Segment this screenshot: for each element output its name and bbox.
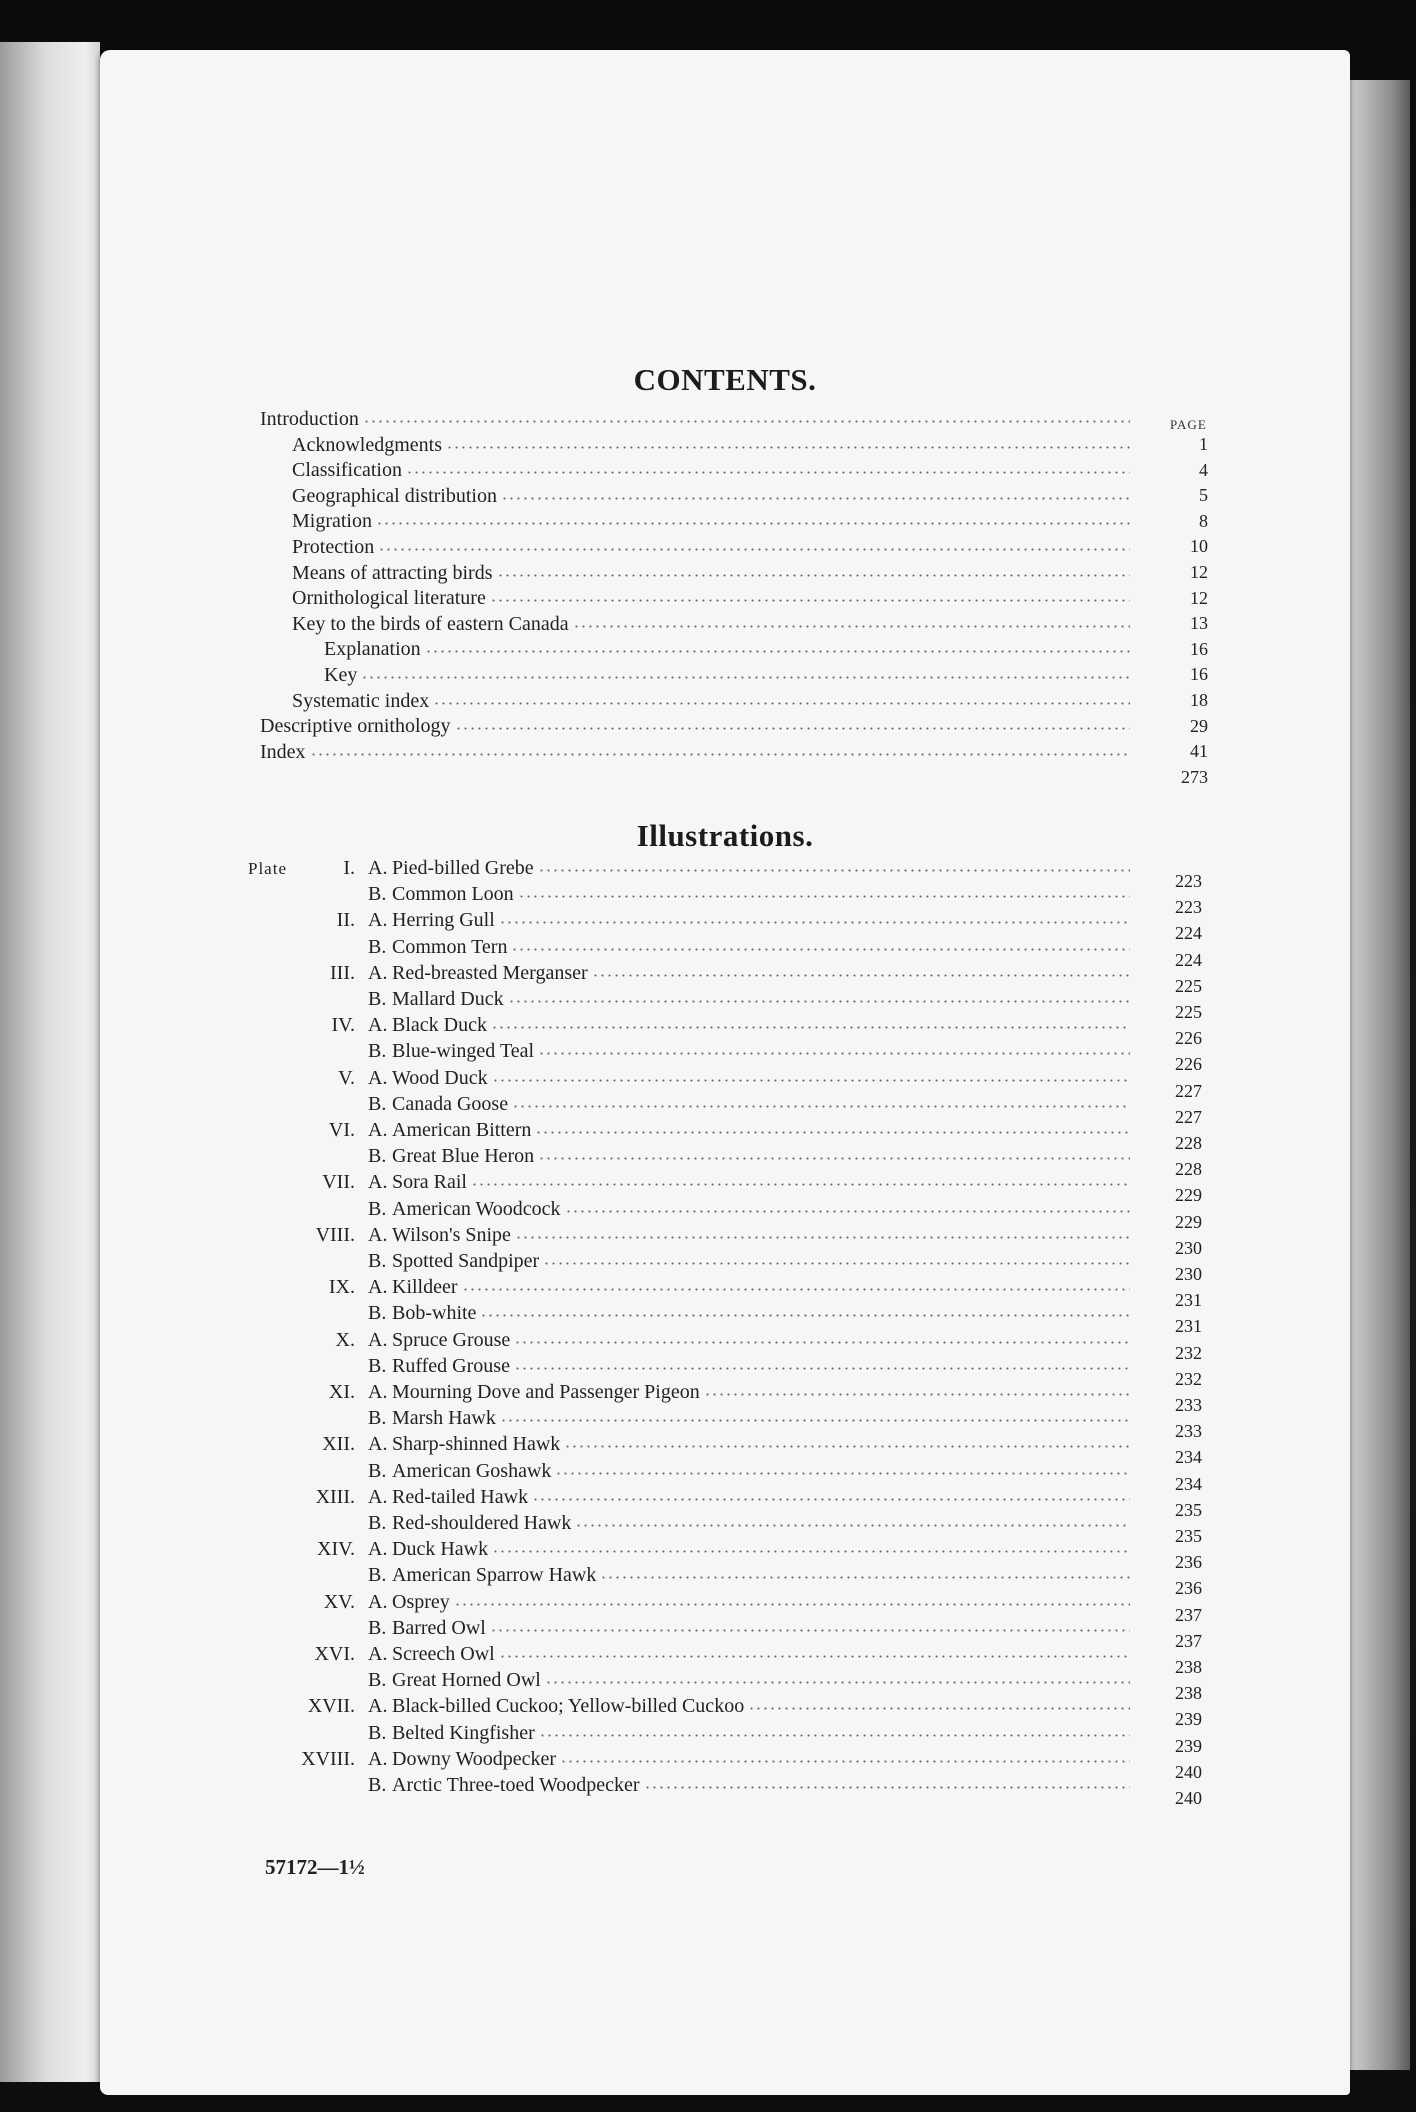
contents-entry-page: 16 (1190, 664, 1208, 685)
plate-entry[interactable] (368, 1538, 1130, 1564)
plate-entry-label: Wilson's Snipe (392, 1223, 511, 1246)
dot-leader (535, 1131, 1130, 1134)
plate-entry-page: 234 (1175, 1447, 1202, 1468)
plate-letter: B. (368, 1040, 387, 1063)
plate-entry[interactable] (368, 1040, 1130, 1066)
printer-signature-mark: 57172—1½ (265, 1855, 365, 1879)
plate-letter: A. (368, 1276, 388, 1299)
plate-entry-label: Killdeer (392, 1276, 458, 1299)
dot-leader (497, 574, 1130, 577)
dot-leader (480, 1314, 1130, 1317)
dot-leader (361, 676, 1130, 679)
dot-leader (600, 1576, 1130, 1579)
plate-entry[interactable] (368, 1722, 1130, 1748)
plate-entry-page: 228 (1175, 1159, 1202, 1180)
contents-entry-label: Key (324, 664, 358, 686)
contents-entry-page: 29 (1190, 715, 1208, 736)
contents-entry-page: 5 (1199, 485, 1208, 506)
plate-numeral: XV. (323, 1590, 355, 1613)
contents-entry[interactable] (292, 536, 1130, 562)
contents-entry-label: Classification (292, 459, 402, 482)
dot-leader (499, 921, 1130, 924)
contents-entry-label: Migration (292, 510, 372, 533)
dot-leader (492, 1079, 1130, 1082)
plate-entry[interactable] (368, 1224, 1130, 1250)
plate-entry-page: 235 (1175, 1499, 1202, 1520)
plate-numeral: I. (343, 857, 355, 879)
plate-entry-page: 238 (1175, 1683, 1202, 1704)
plate-entry-label: Common Loon (392, 883, 514, 906)
plate-entry-label: American Woodcock (392, 1197, 561, 1220)
plate-letter: B. (368, 1197, 387, 1220)
contents-entry[interactable] (292, 587, 1130, 613)
plate-entry[interactable] (368, 1250, 1130, 1276)
dot-leader (560, 1760, 1130, 1763)
contents-entry-label: Means of attracting birds (292, 561, 493, 584)
dot-leader (748, 1707, 1130, 1710)
plate-entry-label: Bob-white (392, 1302, 477, 1325)
plate-letter: B. (368, 1145, 387, 1168)
plate-letter: A. (368, 1014, 388, 1037)
plate-entry[interactable] (368, 1591, 1130, 1617)
plate-numeral: III. (330, 961, 355, 984)
plate-entry-page: 226 (1175, 1028, 1202, 1049)
contents-entry-page: 12 (1190, 562, 1208, 582)
plate-entry-page: 240 (1175, 1788, 1202, 1808)
plate-entry-label: Arctic Three-toed Woodpecker (392, 1774, 640, 1796)
plate-entry-page: 240 (1175, 1761, 1202, 1782)
contents-entry-page: 41 (1190, 741, 1208, 762)
dot-leader (511, 948, 1130, 951)
dot-leader (564, 1445, 1130, 1448)
dot-leader (433, 702, 1130, 705)
plate-entry-label: Black-billed Cuckoo; Yellow-billed Cuckoo (392, 1695, 745, 1718)
plate-entry[interactable] (368, 1643, 1130, 1669)
plate-letter: A. (368, 1381, 388, 1403)
plate-entry-label: Mallard Duck (392, 988, 504, 1010)
plate-entry-page: 233 (1175, 1421, 1202, 1442)
dot-leader (500, 1419, 1130, 1422)
contents-entry[interactable] (292, 459, 1130, 485)
plate-entry-page: 232 (1175, 1368, 1202, 1389)
plate-entry-page: 237 (1175, 1604, 1202, 1625)
plate-letter: B. (368, 1616, 387, 1639)
plate-letter: A. (368, 1328, 388, 1351)
plate-numeral: XVIII. (301, 1747, 355, 1770)
plate-word: Plate (248, 859, 287, 878)
plate-entry-label: Great Blue Heron (392, 1145, 535, 1168)
dot-leader (310, 753, 1130, 756)
plate-entry-page: 227 (1175, 1080, 1202, 1101)
dot-leader (425, 650, 1130, 653)
contents-entry-page: 1 (1199, 434, 1208, 454)
contents-entry[interactable] (292, 485, 1130, 511)
contents-entry-page: 4 (1199, 459, 1208, 480)
dot-leader (514, 1341, 1130, 1344)
plate-numeral: IX. (328, 1276, 355, 1299)
plate-entry-label: Canada Goose (392, 1092, 509, 1115)
contents-entry-label: Acknowledgments (292, 433, 442, 456)
plate-entry-label: Downy Woodpecker (392, 1747, 557, 1770)
plate-entry-page: 233 (1175, 1395, 1202, 1415)
plate-numeral: XVII. (307, 1695, 355, 1718)
contents-entry-label: Geographical distribution (292, 484, 497, 507)
dot-leader (490, 1629, 1130, 1632)
plate-entry[interactable] (368, 1302, 1130, 1328)
plate-letter: A. (368, 1066, 388, 1089)
plate-entry[interactable] (368, 909, 1130, 935)
dot-leader (491, 1026, 1130, 1029)
plate-entry[interactable] (368, 1119, 1130, 1145)
plate-entry-page: 234 (1175, 1473, 1202, 1494)
plate-entry-label: Duck Hawk (392, 1538, 489, 1561)
dot-leader (512, 1105, 1130, 1108)
plate-entry[interactable] (368, 1198, 1130, 1224)
plate-entry-label: Screech Owl (392, 1643, 495, 1665)
contents-entry-label: Explanation (324, 638, 421, 661)
contents-entry-page: 16 (1190, 638, 1208, 659)
plate-letter: B. (368, 1250, 387, 1272)
plate-numeral: VIII. (315, 1223, 355, 1246)
plate-entry-label: Common Tern (392, 935, 508, 958)
plate-letter: A. (368, 1643, 388, 1665)
dot-leader (455, 727, 1130, 730)
plate-entry[interactable] (368, 1564, 1130, 1590)
plate-entry-label: Osprey (392, 1590, 450, 1613)
plate-numeral: XI. (328, 1381, 355, 1403)
plate-entry[interactable] (368, 936, 1130, 962)
plate-entry[interactable] (368, 883, 1130, 909)
plate-entry-page: 237 (1175, 1630, 1202, 1651)
contents-entry-page: 273 (1181, 766, 1208, 787)
plate-entry-label: American Goshawk (392, 1459, 552, 1482)
plate-entry-page: 236 (1175, 1552, 1202, 1573)
plate-entry-label: Red-breasted Merganser (392, 961, 588, 984)
plate-entry-page: 232 (1175, 1342, 1202, 1363)
dot-leader (376, 522, 1130, 525)
plate-entry-label: Blue-winged Teal (392, 1040, 535, 1063)
page-column-header: PAGE (1170, 417, 1207, 432)
plate-entry[interactable] (368, 1145, 1130, 1171)
plate-letter: B. (368, 1092, 387, 1115)
plate-entry[interactable] (368, 1486, 1130, 1512)
dot-leader (462, 1288, 1130, 1291)
plate-entry-label: Barred Owl (392, 1616, 486, 1639)
illustrations-heading: Illustrations. (636, 818, 814, 853)
plate-entry[interactable] (368, 988, 1130, 1014)
dot-leader (501, 497, 1130, 500)
plate-letter: A. (368, 1119, 388, 1141)
contents-entry-label: Systematic index (292, 689, 430, 712)
plate-entry-label: Red-tailed Hawk (392, 1485, 529, 1508)
dot-leader (555, 1472, 1130, 1475)
contents-entry[interactable] (292, 510, 1130, 536)
contents-entry-label: Introduction (260, 408, 359, 430)
plate-entry-page: 235 (1175, 1526, 1202, 1546)
dot-leader (538, 1052, 1130, 1055)
plate-entry-page: 223 (1175, 897, 1202, 918)
plate-entry[interactable] (368, 1774, 1130, 1800)
contents-entry-label: Index (260, 740, 306, 763)
plate-entry-page: 231 (1175, 1316, 1202, 1337)
dot-leader (644, 1786, 1130, 1789)
plate-entry[interactable] (368, 1460, 1130, 1486)
plate-letter: A. (368, 857, 388, 879)
plate-entry-page: 239 (1175, 1709, 1202, 1730)
plate-entry[interactable] (368, 1276, 1130, 1302)
dot-leader (492, 1550, 1130, 1553)
dot-leader (538, 1157, 1130, 1160)
contents-entry-label: Protection (292, 536, 375, 558)
plate-letter: A. (368, 1695, 388, 1718)
dot-leader (406, 471, 1130, 474)
plate-numeral: IV. (331, 1014, 355, 1037)
facing-page-edge (0, 42, 100, 2082)
contents-entry[interactable] (324, 664, 1130, 690)
plate-entry-page: 227 (1175, 1106, 1202, 1127)
dot-leader (532, 1498, 1130, 1501)
contents-heading: CONTENTS. (633, 362, 817, 397)
plate-entry[interactable] (368, 857, 1130, 883)
dot-leader (518, 895, 1130, 898)
plate-numeral: XVI. (314, 1643, 355, 1665)
plate-entry-label: Marsh Hawk (392, 1407, 496, 1430)
dot-leader (539, 1734, 1130, 1737)
dot-leader (508, 1000, 1130, 1003)
dot-leader (592, 974, 1130, 977)
plate-entry-page: 230 (1175, 1237, 1202, 1258)
plate-entry[interactable] (368, 962, 1130, 988)
plate-entry[interactable] (368, 1093, 1130, 1119)
contents-entry[interactable] (324, 638, 1130, 664)
plate-entry[interactable] (368, 1067, 1130, 1093)
plate-letter: A. (368, 1747, 388, 1770)
plate-entry-label: Ruffed Grouse (392, 1354, 510, 1377)
plate-entry[interactable] (368, 1695, 1130, 1721)
dot-leader (446, 446, 1130, 449)
plate-entry-label: Pied-billed Grebe (392, 857, 534, 879)
dot-leader (454, 1603, 1130, 1606)
contents-entry-page: 10 (1190, 536, 1208, 557)
plate-entry-label: Red-shouldered Hawk (392, 1512, 572, 1534)
plate-letter: A. (368, 909, 388, 932)
plate-entry[interactable] (368, 1171, 1130, 1197)
plate-entry[interactable] (368, 1014, 1130, 1040)
contents-entry[interactable] (292, 690, 1130, 716)
plate-entry-page: 230 (1175, 1264, 1202, 1284)
contents-entry-page: 8 (1199, 510, 1208, 531)
plate-numeral: X. (335, 1328, 355, 1351)
contents-entry[interactable] (292, 613, 1130, 639)
dot-leader (515, 1236, 1130, 1239)
plate-entry-label: Black Duck (392, 1014, 487, 1037)
plate-letter: B. (368, 1354, 387, 1377)
plate-entry-page: 224 (1175, 949, 1202, 970)
plate-entry-page: 229 (1175, 1185, 1202, 1206)
plate-letter: B. (368, 1669, 387, 1692)
plate-numeral: V. (338, 1066, 355, 1089)
plate-entry-page: 229 (1175, 1211, 1202, 1232)
plate-entry-label: Great Horned Owl (392, 1669, 541, 1692)
plate-letter: B. (368, 1564, 387, 1587)
plate-entry-page: 223 (1175, 871, 1202, 891)
dot-leader (363, 420, 1130, 423)
plate-letter: B. (368, 1512, 387, 1534)
plate-entry-page: 226 (1175, 1054, 1202, 1075)
contents-entry-page: 18 (1190, 690, 1208, 710)
plate-entry[interactable] (368, 1748, 1130, 1774)
plate-numeral: XII. (322, 1433, 355, 1456)
plate-entry[interactable] (368, 1407, 1130, 1433)
dot-leader (573, 625, 1130, 628)
plate-numeral: XIV. (317, 1538, 355, 1561)
plate-entry[interactable] (368, 1381, 1130, 1407)
dot-leader (514, 1367, 1130, 1370)
plate-entry-label: American Bittern (392, 1119, 532, 1141)
plate-letter: B. (368, 1407, 387, 1430)
plate-numeral: II. (336, 909, 355, 932)
plate-entry-page: 225 (1175, 1002, 1202, 1022)
plate-numeral: VI. (328, 1119, 355, 1141)
contents-entry[interactable] (260, 408, 1130, 434)
contents-entry[interactable] (292, 434, 1130, 460)
dot-leader (471, 1183, 1130, 1186)
plate-entry[interactable] (368, 1669, 1130, 1695)
plate-entry-page: 224 (1175, 923, 1202, 944)
plate-letter: B. (368, 1302, 387, 1325)
plate-entry[interactable] (368, 1617, 1130, 1643)
plate-entry-label: Sharp-shinned Hawk (392, 1433, 561, 1456)
plate-letter: A. (368, 1433, 388, 1456)
dot-leader (499, 1655, 1130, 1658)
plate-letter: B. (368, 883, 387, 906)
contents-entry-label: Key to the birds of eastern Canada (292, 612, 569, 635)
plate-entry-label: Spotted Sandpiper (392, 1250, 540, 1272)
contents-entry[interactable] (260, 741, 1130, 767)
contents-entry-page: 12 (1190, 587, 1208, 608)
plate-entry-label: Sora Rail (392, 1171, 467, 1194)
plate-entry-label: Mourning Dove and Passenger Pigeon (392, 1381, 700, 1403)
plate-entry-label: American Sparrow Hawk (392, 1564, 597, 1587)
plate-letter: A. (368, 1485, 388, 1508)
dot-leader (543, 1262, 1130, 1265)
dot-leader (538, 869, 1130, 872)
plate-entry[interactable] (368, 1355, 1130, 1381)
plate-letter: A. (368, 1223, 388, 1246)
plate-letter: A. (368, 1538, 388, 1561)
plate-letter: A. (368, 1171, 388, 1194)
dot-leader (490, 599, 1130, 602)
plate-entry-label: Spruce Grouse (392, 1328, 511, 1351)
plate-entry-label: Wood Duck (392, 1066, 488, 1089)
dot-leader (565, 1210, 1130, 1213)
plate-entry-page: 231 (1175, 1290, 1202, 1311)
plate-entry[interactable] (368, 1512, 1130, 1538)
plate-letter: B. (368, 988, 387, 1010)
plate-entry-label: Belted Kingfisher (392, 1721, 535, 1744)
contents-entry-page: 13 (1190, 613, 1208, 634)
dot-leader (575, 1524, 1130, 1527)
page-stack-edge (1350, 80, 1410, 2070)
plate-letter: B. (368, 1774, 387, 1796)
plate-entry-label: Herring Gull (392, 909, 495, 932)
plate-entry[interactable] (368, 1329, 1130, 1355)
contents-entry[interactable] (292, 562, 1130, 588)
plate-entry-page: 225 (1175, 975, 1202, 996)
plate-numeral: XIII. (315, 1485, 355, 1508)
plate-entry-page: 236 (1175, 1578, 1202, 1599)
dot-leader (378, 548, 1130, 551)
plate-entry-page: 228 (1175, 1133, 1202, 1153)
contents-entry[interactable] (260, 715, 1130, 741)
contents-entry-label: Descriptive ornithology (260, 715, 451, 738)
plate-entry[interactable] (368, 1433, 1130, 1459)
plate-letter: A. (368, 961, 388, 984)
plate-letter: A. (368, 1590, 388, 1613)
book-page (100, 50, 1350, 2095)
plate-entry-page: 238 (1175, 1657, 1202, 1677)
plate-letter: B. (368, 1459, 387, 1482)
plate-letter: B. (368, 1721, 387, 1744)
dot-leader (704, 1393, 1130, 1396)
contents-entry-label: Ornithological literature (292, 587, 486, 610)
plate-numeral: VII. (322, 1171, 355, 1194)
plate-entry-page: 239 (1175, 1735, 1202, 1756)
plate-letter: B. (368, 935, 387, 958)
dot-leader (545, 1681, 1130, 1684)
